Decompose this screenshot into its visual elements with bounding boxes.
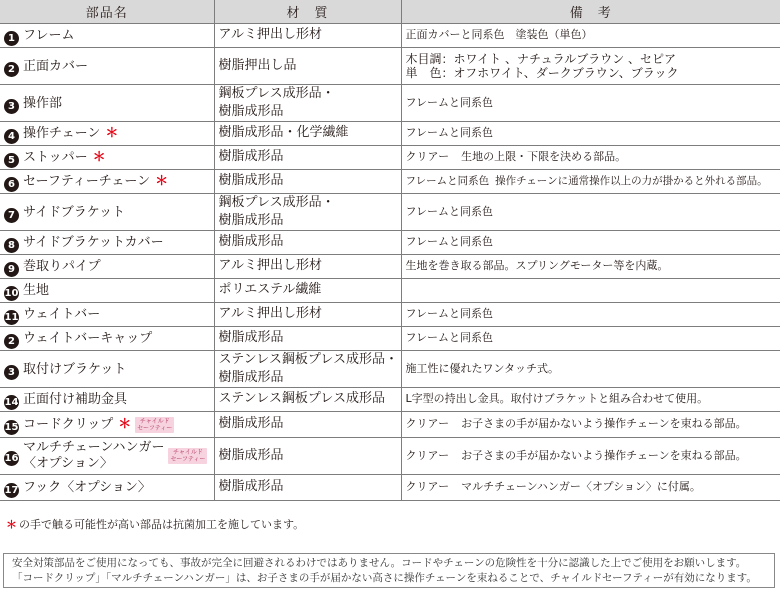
part-note <box>401 278 780 302</box>
table-row <box>0 47 780 84</box>
table-row <box>0 350 780 387</box>
table-row <box>0 474 780 500</box>
part-material: 鋼板プレス成形品・ 樹脂成形品 <box>214 84 401 121</box>
part-name: 8 サイドブラケットカバー <box>0 230 214 254</box>
part-material: ステンレス鋼板プレス成形品・ 樹脂成形品 <box>214 350 401 387</box>
part-name: 1 フレーム <box>0 23 214 47</box>
part-name: 9 巻取りパイプ <box>0 254 214 278</box>
table-row <box>0 193 780 230</box>
part-note: フレームと同系色 <box>401 84 780 121</box>
number-badge: 15 <box>4 422 19 433</box>
part-material: 樹脂成形品 <box>214 169 401 193</box>
number-badge: 14 <box>4 397 19 408</box>
part-note: フレームと同系色 操作チェーンに通常操作以上の力が掛かると外れる部品。 <box>401 169 780 193</box>
part-note: フレームと同系色 <box>401 121 780 145</box>
table-row <box>0 437 780 474</box>
part-material: アルミ押出し形材 <box>214 23 401 47</box>
number-badge: 9 <box>4 262 19 277</box>
part-note: L字型の持出し金具。取付けブラケットと組み合わせて使用。 <box>401 387 780 411</box>
part-material: アルミ押出し形材 <box>214 302 401 326</box>
part-material: ポリエステル繊維 <box>214 278 401 302</box>
number-badge: 4 <box>4 129 19 144</box>
part-name: 14 正面付け補助金具 <box>0 387 214 411</box>
table-row <box>0 121 780 145</box>
part-name: 2 正面カバー <box>0 47 214 84</box>
part-material: 鋼板プレス成形品・ 樹脂成形品 <box>214 193 401 230</box>
table-row <box>0 326 780 350</box>
table-row <box>0 278 780 302</box>
part-note: フレームと同系色 <box>401 230 780 254</box>
number-badge: 10 <box>4 288 19 299</box>
notice-line: 「コードクリップ」「マルチチェーンハンガー」は、お子さまの手が届かない高さに操作チェーンを束ねることで、チャイルドセーフティーが有効になります。 <box>12 572 757 584</box>
part-material: 樹脂成形品・化学繊維 <box>214 121 401 145</box>
number-badge: 3 <box>4 99 19 114</box>
part-material: 樹脂成形品 <box>214 230 401 254</box>
header-note: 備 考 <box>401 0 780 23</box>
part-name: 10 生地 <box>0 278 214 302</box>
part-material: 樹脂成形品 <box>214 326 401 350</box>
notice-line: 安全対策部品をご使用になっても、事故が完全に回避されるわけではありません。コードやチェーンの危険性を十分に認識した上でご使用をお願いします。 <box>12 557 747 569</box>
header-material: 材 質 <box>214 0 401 23</box>
table-header <box>0 0 780 23</box>
child-safety-badge: チャイルド セーフティー <box>170 448 206 463</box>
table-row <box>0 387 780 411</box>
part-note: クリアー マルチチェーンハンガー〈オプション〉に付属。 <box>401 474 780 500</box>
number-badge: 11 <box>4 312 19 323</box>
part-note: 生地を巻き取る部品。スプリングモーター等を内蔵。 <box>401 254 780 278</box>
child-safety-badge: チャイルド セーフティー <box>137 417 173 432</box>
part-note: 木目調：ホワイト 、ナチュラルブラウン 、セピア 単 色：オフホワイト、ダークブラウン、ブラック <box>401 47 780 84</box>
part-note: フレームと同系色 <box>401 193 780 230</box>
part-note: 正面カバーと同系色 塗装色（単色） <box>401 23 780 47</box>
part-name: 17 フック〈オプション〉 <box>0 474 214 500</box>
number-badge: 16 <box>4 453 19 464</box>
part-name: 4 操作チェーン ＊ <box>0 121 214 145</box>
part-name: 6 セーフティーチェーン ＊ <box>0 169 214 193</box>
asterisk-icon: ＊ <box>6 518 17 531</box>
number-badge: 8 <box>4 238 19 253</box>
table-row <box>0 84 780 121</box>
part-name: 16マルチチェーンハンガー 〈オプション〉チャイルド セーフティー <box>0 437 214 474</box>
number-badge: 7 <box>4 208 19 223</box>
footnote: ＊ の手で触る可能性が高い部品は抗菌加工を施しています。 <box>6 518 305 531</box>
asterisk-icon: ＊ <box>92 150 106 165</box>
part-name: 3 操作部 <box>0 84 214 121</box>
table-row <box>0 145 780 169</box>
part-material: 樹脂成形品 <box>214 411 401 437</box>
part-material: アルミ押出し形材 <box>214 254 401 278</box>
header-name: 部品名 <box>0 0 214 23</box>
part-note: フレームと同系色 <box>401 302 780 326</box>
table-row <box>0 23 780 47</box>
number-badge: 3 <box>4 365 19 380</box>
table-row <box>0 302 780 326</box>
part-name: 3 取付けブラケット <box>0 350 214 387</box>
number-badge: 6 <box>4 177 19 192</box>
part-name: 15 コードクリップ ＊ チャイルド セーフティー <box>0 411 214 437</box>
part-name: 7 サイドブラケット <box>0 193 214 230</box>
number-badge: 2 <box>4 62 19 77</box>
safety-notice <box>3 553 775 588</box>
table-row <box>0 230 780 254</box>
table-row <box>0 169 780 193</box>
part-name: 2 ウェイトバーキャップ <box>0 326 214 350</box>
part-note: 施工性に優れたワンタッチ式。 <box>401 350 780 387</box>
part-material: 樹脂成形品 <box>214 474 401 500</box>
asterisk-icon: ＊ <box>105 126 119 141</box>
part-material: ステンレス鋼板プレス成形品 <box>214 387 401 411</box>
number-badge: 1 <box>4 31 19 46</box>
asterisk-icon: ＊ <box>155 174 169 189</box>
part-material: 樹脂成形品 <box>214 437 401 474</box>
part-name: 5 ストッパー ＊ <box>0 145 214 169</box>
number-badge: 5 <box>4 153 19 168</box>
table-row <box>0 411 780 437</box>
part-note: クリアー お子さまの手が届かないよう操作チェーンを束ねる部品。 <box>401 437 780 474</box>
part-name: 11 ウェイトバー <box>0 302 214 326</box>
part-note: クリアー お子さまの手が届かないよう操作チェーンを束ねる部品。 <box>401 411 780 437</box>
table-row <box>0 254 780 278</box>
part-material: 樹脂押出し品 <box>214 47 401 84</box>
number-badge: 2 <box>4 334 19 349</box>
part-note: クリアー 生地の上限・下限を決める部品。 <box>401 145 780 169</box>
part-note: フレームと同系色 <box>401 326 780 350</box>
part-material: 樹脂成形品 <box>214 145 401 169</box>
asterisk-icon: ＊ <box>118 417 132 432</box>
number-badge: 17 <box>4 485 19 496</box>
